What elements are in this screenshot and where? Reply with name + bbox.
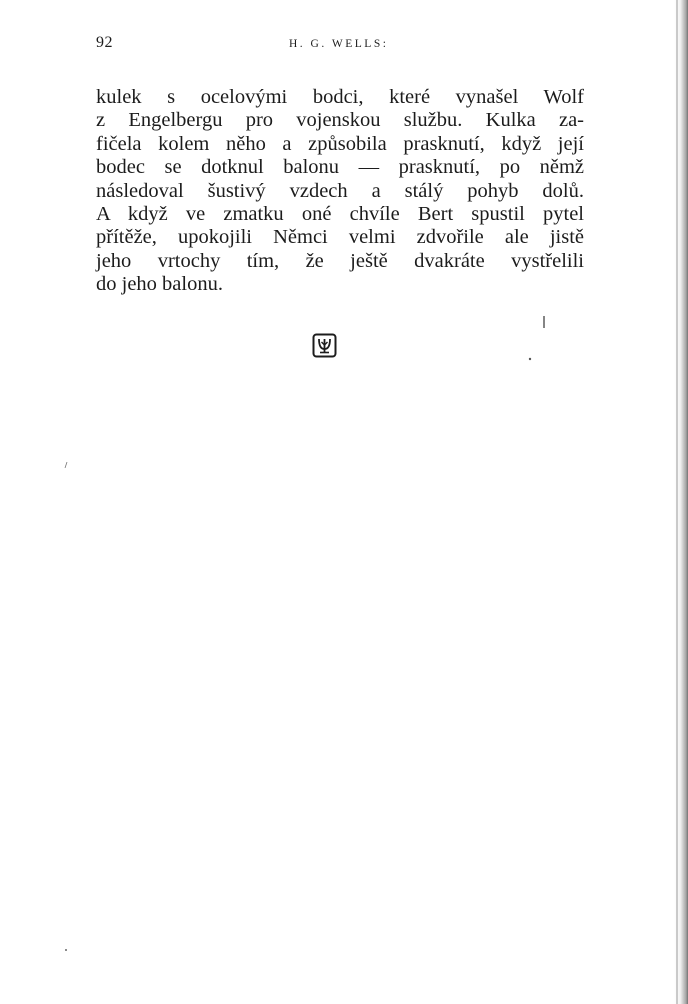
text-line: z Engelbergu pro vojenskou službu. Kulka za- xyxy=(96,109,584,132)
text-line: následoval šustivý vzdech a stálý pohyb dolů. xyxy=(96,179,584,202)
text-line: jeho vrtochy tím, že ještě dvakráte vystřelili xyxy=(96,249,584,272)
text-line: kulek s ocelovými bodci, které vynašel Wolf xyxy=(96,86,584,108)
printer-mark-icon xyxy=(312,333,337,358)
page-number: 92 xyxy=(96,34,113,51)
speck-mark xyxy=(528,357,532,361)
text-line: bodec se dotknul balonu — prasknutí, po němž xyxy=(96,156,584,179)
speck-mark xyxy=(64,462,68,468)
page-edge-line xyxy=(676,0,678,1004)
text-line: A když ve zmatku oné chvíle Bert spustil pytel xyxy=(96,202,584,225)
text-line: fičela kolem něho a způsobila prasknutí, když její xyxy=(96,132,584,155)
speck-mark xyxy=(542,316,546,328)
text-line: přítěže, upokojili Němci velmi zdvořile ale jistě xyxy=(96,226,584,249)
running-head: H. G. WELLS: xyxy=(289,38,389,50)
text-line: do jeho balonu. xyxy=(96,273,223,296)
body-text xyxy=(96,86,584,297)
speck-mark xyxy=(64,948,68,952)
